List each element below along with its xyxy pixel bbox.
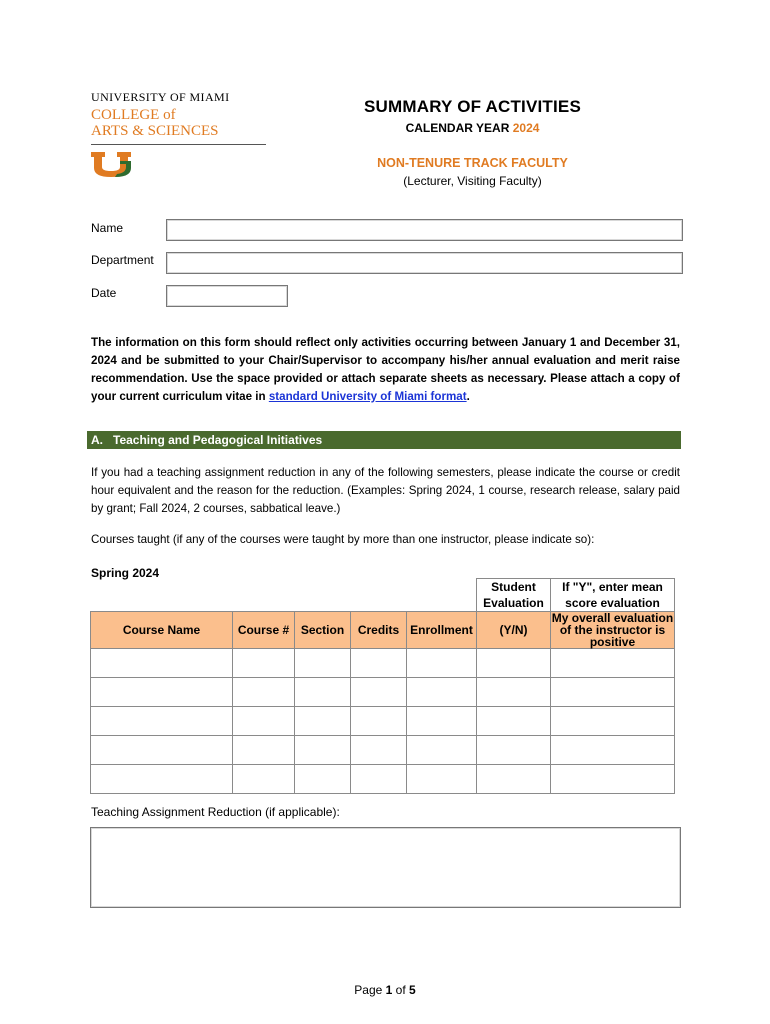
table-cell[interactable]: [477, 678, 551, 707]
table-row: [91, 649, 675, 678]
instructions-text: The information on this form should reflect only activities occurring between January 1 and December 31, 2024 and be submitted to your Chair/Supervisor to accompany his/her annual evaluation and merit raise recommendation. Use the space provided or attach separate sheets as necessary. Please attach a copy of your current curriculum vitae in: [91, 336, 680, 403]
name-label: Name: [91, 221, 124, 235]
col-section: Section: [295, 612, 351, 649]
col-evaluation-yn: (Y/N): [477, 612, 551, 649]
page-current: 1: [385, 983, 393, 997]
table-row: [91, 678, 675, 707]
col-course-name: Course Name: [91, 612, 233, 649]
college-line-1: COLLEGE of: [91, 107, 176, 123]
table-cell[interactable]: [91, 649, 233, 678]
table-cell[interactable]: [551, 707, 675, 736]
track-subtitle: (Lecturer, Visiting Faculty): [403, 174, 542, 188]
student-evaluation-header: Student Evaluation: [477, 579, 551, 612]
table-cell[interactable]: [551, 736, 675, 765]
table-row: [91, 736, 675, 765]
page-total: 5: [409, 983, 416, 997]
table-cell[interactable]: [295, 707, 351, 736]
table-cell[interactable]: [351, 649, 407, 678]
page-number: [0, 983, 770, 997]
table-cell[interactable]: [91, 707, 233, 736]
semester-label: Spring 2024: [91, 566, 160, 580]
table-cell[interactable]: [407, 678, 477, 707]
table-cell[interactable]: [477, 707, 551, 736]
table-cell[interactable]: [351, 707, 407, 736]
department-label: Department: [91, 253, 154, 267]
track-title: NON-TENURE TRACK FACULTY: [377, 156, 568, 170]
table-cell[interactable]: [91, 765, 233, 794]
calendar-year-label: CALENDAR YEAR: [405, 121, 510, 135]
col-course-number: Course #: [233, 612, 295, 649]
college-line-2: ARTS & SCIENCES: [91, 123, 219, 139]
table-cell[interactable]: [91, 678, 233, 707]
reduction-instructions: If you had a teaching assignment reduction in any of the following semesters, please indicate the course or credit hour equivalent and the reason for the reduction. (Examples: Spring 2024, 1 course, research release, salary paid by grant; Fall 2024, 2 courses, sabbatical leave.): [91, 466, 680, 515]
page-prefix: Page: [354, 983, 383, 997]
department-field[interactable]: [166, 252, 683, 274]
col-score-note: My overall evaluation of the instructor is positive: [551, 611, 674, 649]
table-cell[interactable]: [551, 765, 675, 794]
logo-divider: [91, 144, 266, 145]
table-cell[interactable]: [551, 678, 675, 707]
section-a-title: A. Teaching and Pedagogical Initiatives: [91, 433, 323, 447]
courses-table: [90, 578, 675, 794]
date-field[interactable]: [166, 285, 288, 307]
table-cell[interactable]: [233, 707, 295, 736]
reduction-label: Teaching Assignment Reduction (if applicable):: [91, 805, 340, 819]
instructions-paragraph: [91, 334, 680, 406]
reduction-textarea[interactable]: [90, 827, 681, 908]
table-top-header-row: [91, 579, 675, 612]
table-cell[interactable]: [233, 765, 295, 794]
col-enrollment: Enrollment: [407, 612, 477, 649]
name-field[interactable]: [166, 219, 683, 241]
table-cell[interactable]: [233, 678, 295, 707]
table-cell[interactable]: [351, 765, 407, 794]
table-cell[interactable]: [233, 736, 295, 765]
section-a-header: [87, 431, 681, 449]
table-cell[interactable]: [407, 707, 477, 736]
table-cell[interactable]: [351, 678, 407, 707]
instructions-end: .: [466, 390, 470, 403]
table-cell[interactable]: [233, 649, 295, 678]
table-cell[interactable]: [91, 736, 233, 765]
date-label: Date: [91, 286, 117, 300]
page-of: of: [395, 983, 406, 997]
table-row: [91, 707, 675, 736]
mean-score-header: If "Y", enter mean score evaluation: [551, 579, 675, 612]
university-name: UNIVERSITY OF MIAMI: [91, 90, 230, 104]
calendar-year-line: [300, 121, 645, 135]
table-cell[interactable]: [407, 765, 477, 794]
table-cell[interactable]: [477, 649, 551, 678]
table-cell[interactable]: [351, 736, 407, 765]
table-header-row: [91, 612, 675, 649]
col-credits: Credits: [351, 612, 407, 649]
courses-instructions: Courses taught (if any of the courses were taught by more than one instructor, please indicate so):: [91, 533, 595, 546]
cv-format-link[interactable]: standard University of Miami format: [268, 390, 467, 403]
table-cell[interactable]: [477, 736, 551, 765]
calendar-year-value: 2024: [512, 121, 540, 135]
table-cell[interactable]: [407, 649, 477, 678]
table-cell[interactable]: [477, 765, 551, 794]
university-u-logo-icon: [91, 152, 133, 183]
table-cell[interactable]: [407, 736, 477, 765]
table-cell[interactable]: [295, 649, 351, 678]
table-cell[interactable]: [295, 678, 351, 707]
table-cell[interactable]: [551, 649, 675, 678]
table-row: [91, 765, 675, 794]
table-cell[interactable]: [295, 765, 351, 794]
page-title: SUMMARY OF ACTIVITIES: [363, 97, 582, 116]
table-cell[interactable]: [295, 736, 351, 765]
college-name: [91, 107, 218, 139]
